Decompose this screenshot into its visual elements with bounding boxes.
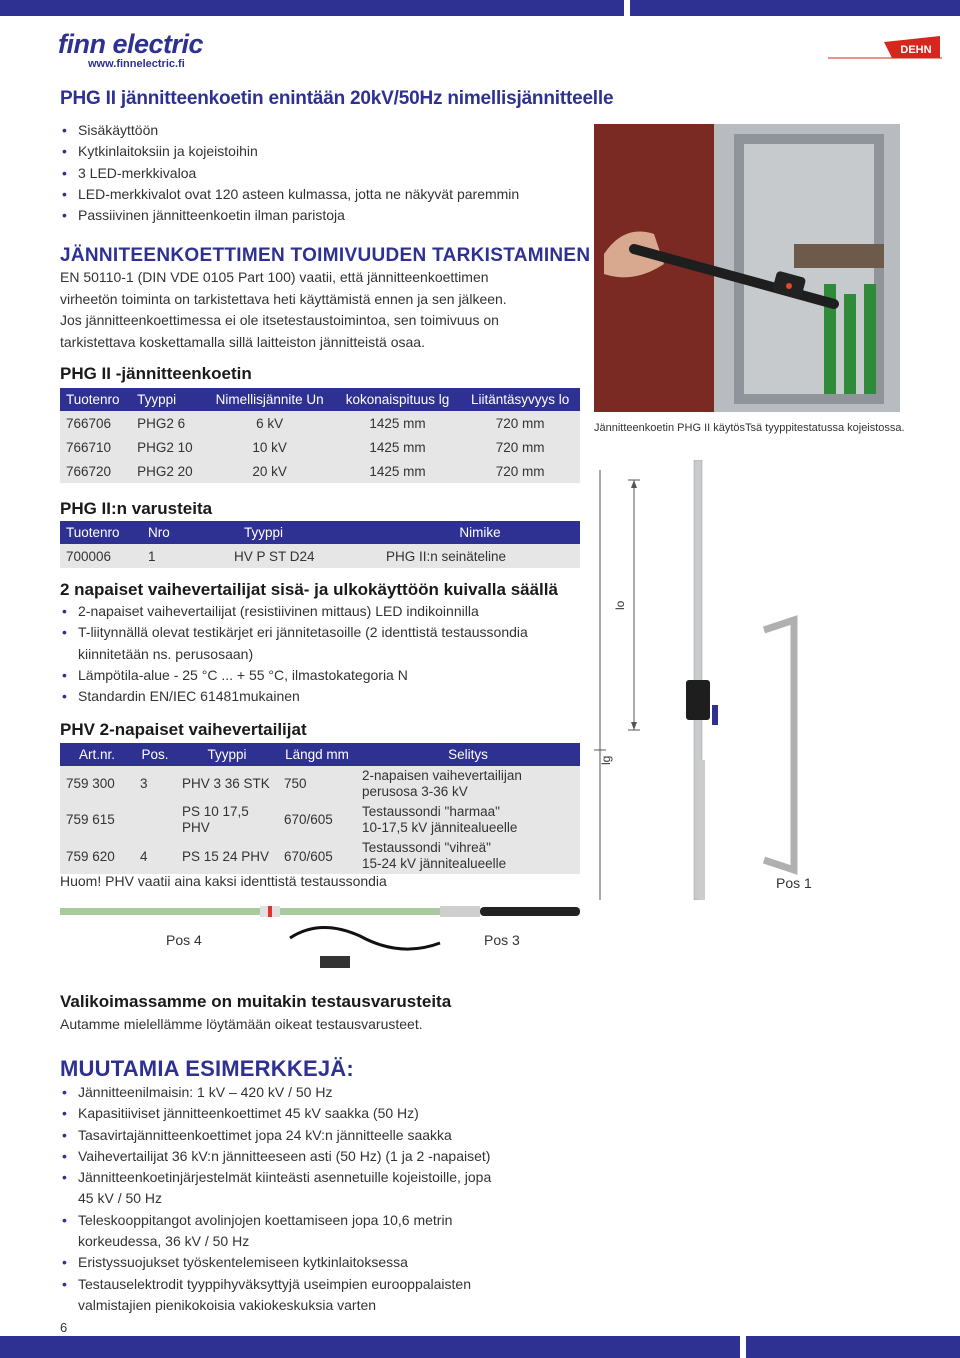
table-header: Selitys [356, 743, 580, 766]
paragraph-line: tarkistettava koskettamalla sillä laitteiston jännitteistä osaa. [60, 333, 425, 350]
pos1-label: Pos 1 [776, 875, 812, 891]
cell-text: 2-napaisen vaihevertailijan [362, 767, 522, 783]
accessories-table [60, 521, 580, 568]
examples-list [60, 1082, 600, 1316]
table-header: Pos. [134, 743, 176, 766]
top-bar-left [0, 0, 624, 16]
cell-text: Testaussondi "vihreä" [362, 840, 491, 855]
list-text: Teleskooppitangot avolinjojen koettamiseen jopa 10,6 metrin [78, 1211, 453, 1228]
list-item: • LED-merkkivalot ovat 120 asteen kulmassa, jotta ne näkyvät paremmin [60, 184, 580, 205]
cell-text: PS 10 17,5 [182, 803, 249, 819]
table-header: Nro [142, 521, 214, 544]
cell-text: Testaussondi "harmaa" [362, 803, 500, 819]
paragraph-line: EN 50110-1 (DIN VDE 0105 Part 100) vaatii, että jännitteenkoettimen [60, 269, 489, 285]
logo-brand: finn electric [58, 29, 204, 59]
table-header: Tyyppi [131, 388, 204, 411]
table-header: kokonaispituus lg [335, 388, 460, 411]
dimension-lg-label: lg [599, 755, 613, 765]
paragraph-line: virheetön toiminta on tarkistettava heti käyttämistä ennen ja sen jälkeen. [60, 290, 507, 307]
table-row [60, 435, 580, 459]
list-text: Vaihevertailijat 36 kV:n jännitteeseen asti (50 Hz) (1 ja 2 -napaiset) [78, 1147, 491, 1164]
table-row [60, 411, 580, 435]
pos4-label: Pos 4 [166, 932, 202, 948]
list-item [60, 622, 590, 665]
table-row [60, 766, 580, 801]
table-header: Tyyppi [176, 743, 278, 766]
cell-text: PHV 3 36 STK [182, 775, 270, 791]
list-item [60, 1146, 600, 1167]
table-cell: 766720 [60, 459, 131, 483]
table-header: Längd mm [278, 743, 356, 766]
paragraph-line: Jos jännitteenkoettimessa ei ole itsetestaustoimintoa, sen toimivuus on [60, 312, 499, 328]
table-header: Liitäntäsyvyys lo [460, 388, 580, 411]
table-cell: PHG2 20 [131, 459, 204, 483]
table-cell: 759 620 [60, 838, 134, 874]
list-text: valmistajien pienikokoisia vakiokeskuksia varten [78, 1296, 377, 1313]
list-item [60, 1274, 600, 1317]
table-header: Art.nr. [60, 743, 134, 766]
table-cell: 766710 [60, 435, 131, 459]
list-item: • Kytkinlaitoksiin ja kojeistoihin [60, 141, 580, 162]
dehn-logo [828, 36, 942, 70]
top-bar-right [630, 0, 960, 16]
table-cell: 720 mm [460, 435, 580, 459]
list-text: 45 kV / 50 Hz [78, 1190, 163, 1207]
table-cell: 6 kV [204, 411, 334, 435]
table-cell: 720 mm [460, 459, 580, 483]
table-cell [356, 766, 580, 801]
table-row [60, 459, 580, 483]
table-row [60, 544, 580, 568]
examples-title: MUUTAMIA ESIMERKKEJÄ: [60, 1056, 354, 1081]
table-cell [176, 801, 278, 838]
list-text: korkeudessa, 36 kV / 50 Hz [78, 1233, 250, 1250]
table-cell: PHG2 6 [131, 411, 204, 435]
table-cell: 4 [134, 838, 176, 874]
table-cell: 670/605 [278, 801, 356, 838]
list-item [60, 1103, 600, 1124]
finn-electric-logo [58, 30, 238, 70]
table-cell: HV P ST D24 [214, 544, 380, 568]
table-cell: 1 [142, 544, 214, 568]
list-item [60, 665, 590, 686]
check-section-title: JÄNNITEENKOETTIMEN TOIMIVUUDEN TARKISTAMINEN [60, 245, 591, 266]
logo-url: www.finnelectric.fi [88, 58, 185, 70]
dehn-logo-text: DEHN [900, 44, 932, 56]
check-section-text [60, 267, 585, 353]
cell-text: 15-24 kV jännitealueelle [362, 856, 507, 871]
table-cell: 700006 [60, 544, 142, 568]
table-cell: 750 [278, 766, 356, 801]
feature-list [60, 120, 580, 226]
table-cell: 766706 [60, 411, 131, 435]
table-cell: PHG2 10 [131, 435, 204, 459]
table-row [60, 801, 580, 838]
list-item [60, 1125, 600, 1146]
list-item: • Sisäkäyttöön [60, 120, 580, 141]
list-item [60, 1210, 600, 1253]
list-text: 2-napaiset vaihevertailijat (resistiivinen mittaus) LED indikoinnilla [78, 603, 479, 619]
page-number: 6 [60, 1320, 68, 1335]
two-pole-list [60, 601, 590, 707]
table-cell: 759 300 [60, 766, 134, 801]
list-text: Kapasitiiviset jännitteenkoettimet 45 kV saakka (50 Hz) [78, 1105, 419, 1122]
list-item [60, 686, 590, 707]
table-cell: 720 mm [460, 411, 580, 435]
cell-text: 10-17,5 kV jännitealueelle [362, 819, 518, 835]
page-title: PHG II jännitteenkoetin enintään 20kV/50Hz nimellisjännitteelle [60, 88, 614, 109]
list-item: • Passiivinen jännitteenkoetin ilman paristoja [60, 205, 580, 226]
photo-caption: Jännitteenkoetin PHG II käytösTsä tyyppitestatussa kojeistossa. [594, 422, 905, 434]
table-row [60, 838, 580, 874]
accessories-title: PHG II:n varusteita [60, 499, 213, 518]
list-text: Tasavirtajännitteenkoettimet jopa 24 kV:n jännitteelle saakka [78, 1126, 452, 1143]
list-text: Testauselektrodit tyyppihyväksyttyjä useimpien eurooppalaisten [78, 1275, 471, 1292]
table-cell [176, 766, 278, 801]
table-cell [356, 801, 580, 838]
phg-dimension-diagram [594, 460, 854, 900]
list-text: Jännitteenkoetinjärjestelmät kiinteästi asennetuille kojeistoille, jopa [78, 1169, 492, 1186]
bottom-bar-right [746, 1336, 960, 1358]
phv-table-title: PHV 2-napaiset vaihevertailijat [60, 720, 307, 739]
selection-subtitle: Autamme mielellämme löytämään oikeat testausvarusteet. [60, 1016, 423, 1032]
list-text: kiinnitetään ns. perusosaan) [78, 645, 254, 662]
dimension-lo-label: lo [613, 600, 627, 610]
list-text: Standardin EN/IEC 61481mukainen [78, 688, 300, 705]
cell-text: PHV [182, 819, 210, 835]
table-header: Tuotenro [60, 388, 131, 411]
two-pole-title: 2 napaiset vaihevertailijat sisä- ja ulkokäyttöön kuivalla säällä [60, 580, 558, 599]
table-header: Nimellisjännite Un [204, 388, 334, 411]
selection-title: Valikoimassamme on muitakin testausvarusteita [60, 992, 452, 1011]
table-cell: 1425 mm [335, 459, 460, 483]
table-cell: 3 [134, 766, 176, 801]
phv-note: Huom! PHV vaatii aina kaksi identtistä testaussondia [60, 873, 387, 889]
table-cell: 670/605 [278, 838, 356, 874]
table-cell: PS 15 24 PHV [176, 838, 278, 874]
pos3-label: Pos 3 [484, 932, 520, 948]
table-cell: 20 kV [204, 459, 334, 483]
list-item: • 3 LED-merkkivaloa [60, 163, 580, 184]
switchgear-photo [594, 124, 900, 412]
table-cell: PHG II:n seinäteline [380, 544, 580, 568]
phv-table [60, 743, 580, 874]
table-cell: 1425 mm [335, 411, 460, 435]
list-item [60, 1082, 600, 1103]
table-cell: 10 kV [204, 435, 334, 459]
phg-table [60, 388, 580, 483]
phg-table-title: PHG II -jännitteenkoetin [60, 364, 252, 383]
table-cell: 1425 mm [335, 435, 460, 459]
list-item [60, 1252, 600, 1273]
list-text: Eristyssuojukset työskentelemiseen kytkinlaitoksessa [78, 1254, 408, 1271]
list-item [60, 601, 590, 622]
table-header: Nimike [380, 521, 580, 544]
bottom-bar-left [0, 1336, 740, 1358]
table-header: Tuotenro [60, 521, 142, 544]
table-header: Tyyppi [214, 521, 380, 544]
table-cell [356, 838, 580, 874]
table-cell [134, 801, 176, 838]
list-text: Lämpötila-alue - 25 °C ... + 55 °C, ilmastokategoria N [78, 666, 408, 683]
list-item [60, 1167, 600, 1210]
cell-text: perusosa 3-36 kV [362, 783, 468, 799]
table-cell: 759 615 [60, 801, 134, 838]
list-text: Jännitteenilmaisin: 1 kV – 420 kV / 50 Hz [78, 1084, 333, 1100]
list-text: T-liitynnällä olevat testikärjet eri jännitetasoille (2 identtistä testaussondia [78, 624, 528, 641]
